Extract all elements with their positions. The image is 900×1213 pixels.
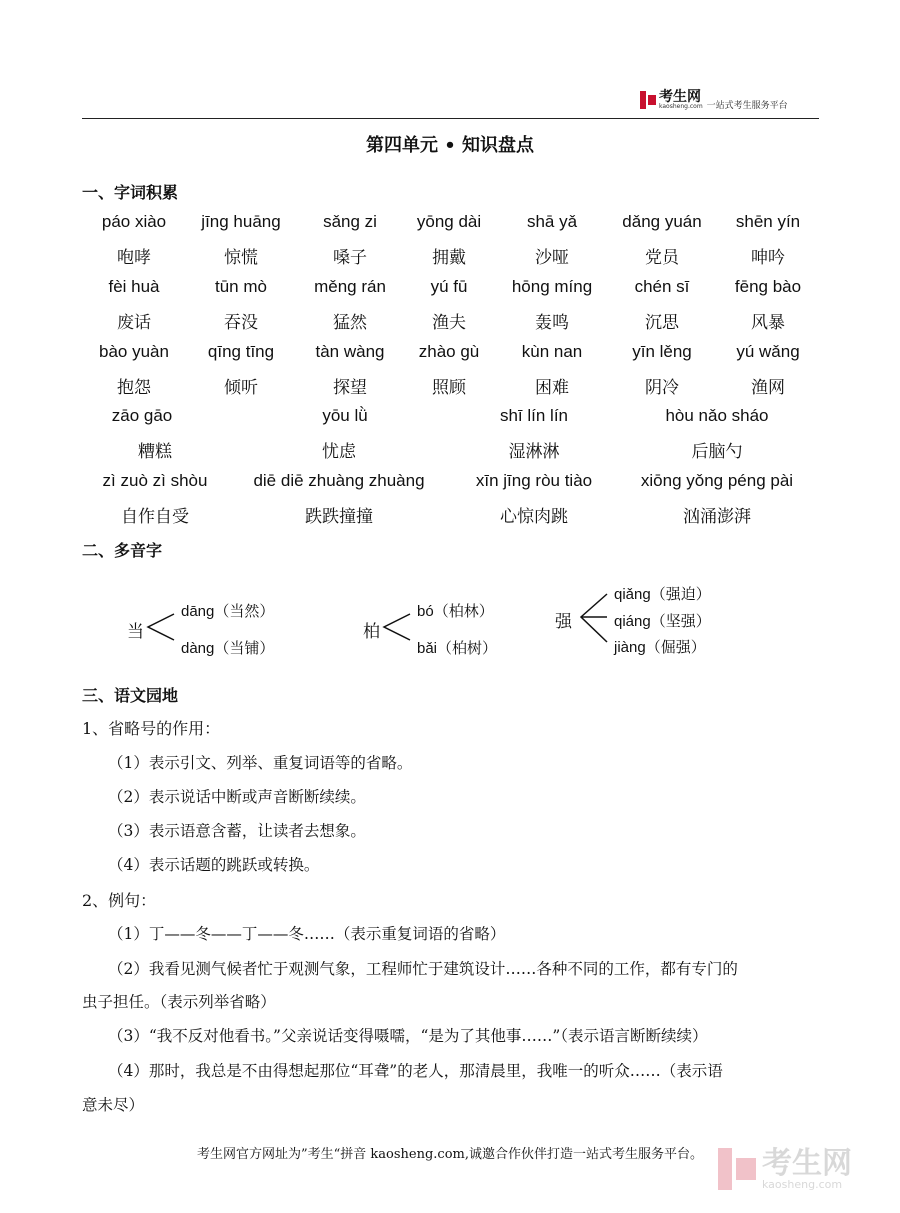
polyphone-option: bǎi（柏树） [417,639,498,657]
vocab-word: 党员 [645,248,679,268]
example-sentence: （3）“我不反对他看书。”父亲说话变得嗫嚅，“是为了其他事……”（表示语言断断续续） [108,1027,708,1045]
vocab-word: 嗓子 [333,248,367,268]
vocab-pinyin: qīng tīng [207,342,275,361]
vocab-pinyin: diē diē zhuàng zhuàng [253,471,425,490]
section-vocabulary-heading: 一、字词积累 [82,183,179,202]
vocab-word: 倾听 [224,378,258,398]
vocab-word: 渔网 [751,378,785,398]
polyphone-option: qiáng（坚强） [614,612,711,630]
section-chinese-garden-heading: 三、语文园地 [82,686,179,705]
logo-name: 考生网 [659,88,701,105]
usage-item: （1）表示引文、列举、重复词语等的省略。 [108,754,413,772]
vocab-word: 沙哑 [535,248,569,268]
examples-heading: 2、例句： [82,891,157,910]
polyphone-option: dāng（当然） [181,602,275,620]
vocab-pinyin: yōu lǜ [322,406,368,425]
vocab-pinyin: zāo gāo [111,406,173,425]
section-polyphones-heading: 二、多音字 [82,541,163,560]
vocab-word: 猛然 [333,313,367,333]
polyphone-option: qiǎng（强迫） [614,585,711,603]
vocab-word: 汹涌澎湃 [683,507,751,527]
vocab-pinyin: sǎng zi [323,212,377,231]
vocab-pinyin: xiōng yǒng péng pài [640,471,794,490]
example-sentence: （2）我看见测气候者忙于观测气象，工程师忙于建筑设计……各种不同的工作，都有专门的 [108,960,738,978]
vocab-word: 轰鸣 [535,313,569,333]
logo-icon [640,91,656,109]
vocab-word: 后脑勺 [691,442,743,462]
vocab-word: 困难 [535,378,569,398]
watermark-name: 考生网 [762,1145,852,1181]
vocab-word: 渔夫 [432,313,466,333]
polyphone-char: 当 [127,622,144,642]
vocab-pinyin: yú fū [430,277,468,296]
vocab-pinyin: yú wǎng [736,342,800,361]
usage-item: （4）表示话题的跳跃或转换。 [108,856,320,874]
example-sentence-cont: 意未尽） [82,1096,145,1114]
vocab-word: 废话 [117,313,151,333]
brace-icon [382,610,412,644]
example-sentence: （1）丁——冬——丁——冬……（表示重复词语的省略） [108,925,506,943]
polyphone-option: jiàng（倔强） [614,638,706,656]
polyphone-char: 柏 [363,622,380,642]
page-title: 第四单元 • 知识盘点 [365,135,535,156]
vocab-word: 自作自受 [121,507,189,527]
logo-domain: kaosheng.com [659,102,703,110]
vocab-pinyin: kùn nan [521,342,583,361]
vocab-pinyin: hòu nǎo sháo [665,406,769,425]
usage-item: （3）表示语意含蓄，让读者去想象。 [108,822,366,840]
site-logo[interactable] [640,88,788,111]
vocab-word: 呻吟 [751,248,785,268]
vocab-pinyin: jīng huāng [201,212,281,231]
vocab-pinyin: páo xiào [101,212,167,231]
example-sentence-cont: 虫子担任。（表示列举省略） [82,993,276,1011]
vocab-word: 惊慌 [224,248,258,268]
brace-icon [577,590,609,650]
vocab-pinyin: zhào gù [418,342,480,361]
vocab-pinyin: chén sī [634,277,690,296]
vocab-word: 抱怨 [117,378,151,398]
example-sentence: （4）那时，我总是不由得想起那位“耳聋”的老人，那清晨里，我唯一的听众……（表示语 [108,1062,723,1080]
watermark-domain: kaosheng.com [762,1177,843,1191]
logo-slogan: 一站式考生服务平台 [706,101,788,111]
vocab-pinyin: tūn mò [215,277,267,296]
ellipsis-usage-heading: 1、省略号的作用： [82,719,221,738]
vocab-pinyin: yīn lěng [632,342,692,361]
vocab-pinyin: shā yǎ [526,212,578,231]
vocab-pinyin: tàn wàng [315,342,385,361]
polyphone-option: dàng（当铺） [181,639,275,657]
vocab-word: 心惊肉跳 [500,507,568,527]
vocab-pinyin: shī lín lín [499,406,569,425]
vocab-pinyin: shēn yín [735,212,801,231]
vocab-pinyin: fèi huà [108,277,160,296]
vocab-pinyin: měng rán [314,277,386,296]
polyphone-option: bó（柏林） [417,602,494,620]
vocab-word: 湿淋淋 [508,442,560,462]
vocab-word: 探望 [333,378,367,398]
watermark-logo [718,1145,852,1191]
brace-icon [146,610,176,644]
vocab-word: 拥戴 [432,248,466,268]
vocab-word: 照顾 [432,378,466,398]
vocab-pinyin: bào yuàn [99,342,169,361]
footer-text: 考生网官方网址为”考生“拼音 kaosheng.com,诚邀合作伙伴打造一站式考生服务平台。 [196,1147,703,1162]
vocab-pinyin: dǎng yuán [622,212,702,231]
vocab-pinyin: yōng dài [416,212,482,231]
vocab-pinyin: hōng míng [511,277,593,296]
vocab-pinyin: zì zuò zì shòu [102,471,208,490]
vocab-word: 糟糕 [138,442,172,462]
usage-item: （2）表示说话中断或声音断断续续。 [108,788,366,806]
vocab-word: 咆哮 [117,248,151,268]
header-divider [82,118,819,119]
vocab-word: 跌跌撞撞 [305,507,373,527]
vocab-word: 风暴 [751,313,785,333]
vocab-word: 阴冷 [645,378,679,398]
polyphone-char: 强 [555,612,572,632]
vocab-pinyin: xīn jīng ròu tiào [475,471,593,490]
vocab-pinyin: fēng bào [734,277,802,296]
vocab-word: 吞没 [224,313,258,333]
vocab-word: 忧虑 [322,442,356,462]
vocab-word: 沉思 [645,313,679,333]
watermark-icon [718,1148,756,1190]
